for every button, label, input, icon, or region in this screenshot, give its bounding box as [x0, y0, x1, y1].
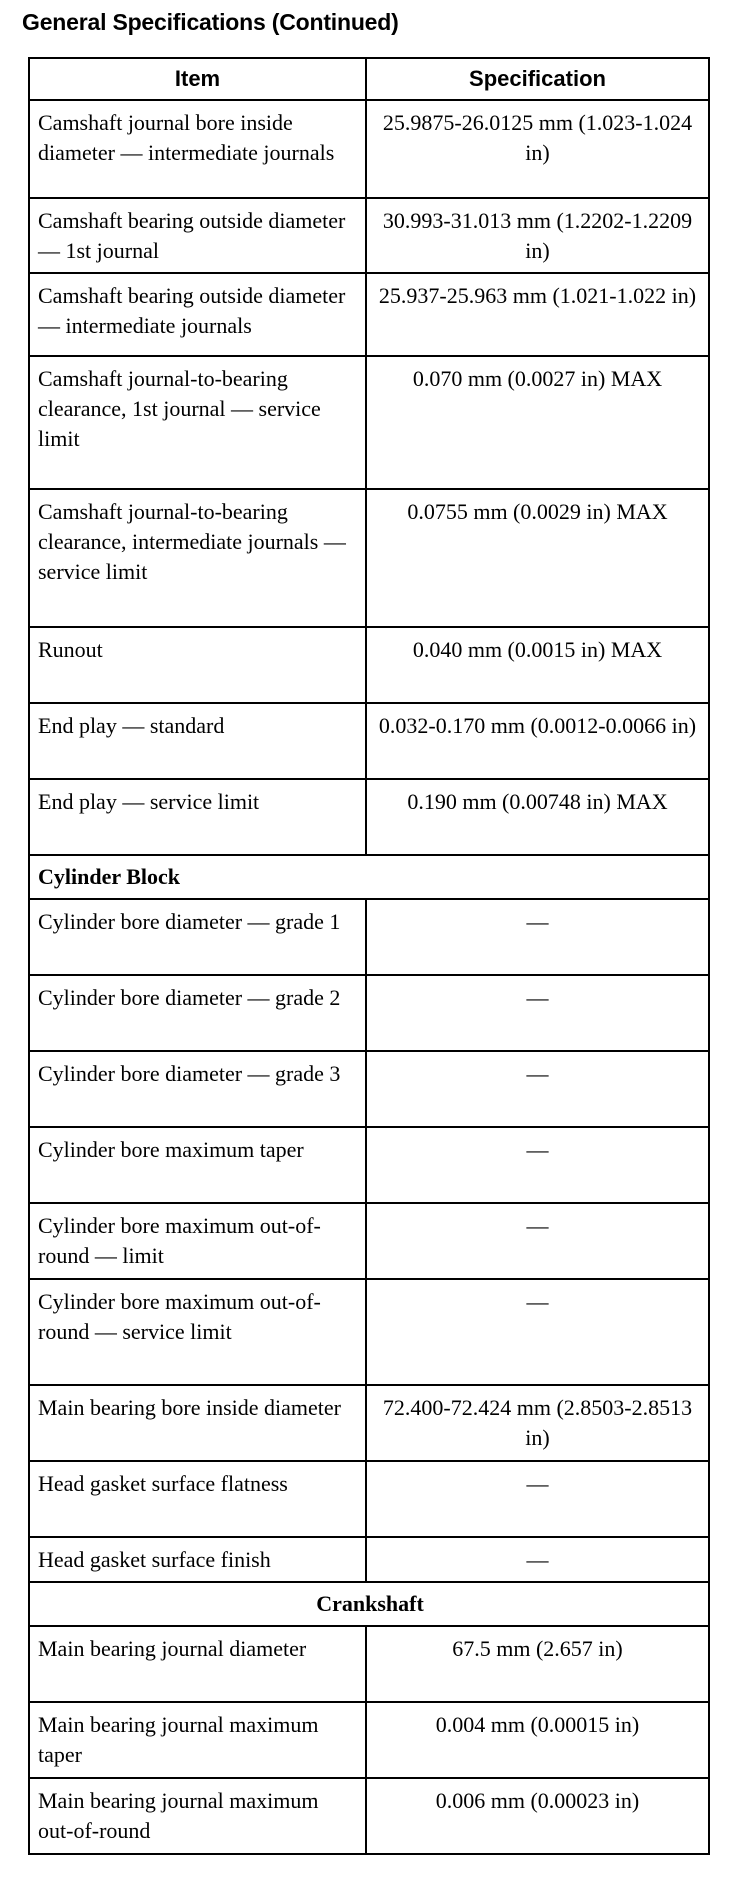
item-cell: Cylinder bore diameter — grade 1 — [29, 899, 366, 975]
table-row — [29, 975, 709, 1051]
table-row — [29, 899, 709, 975]
table-row — [29, 1051, 709, 1127]
item-cell: Runout — [29, 627, 366, 703]
page-title: General Specifications (Continued) — [22, 9, 399, 35]
table-row — [29, 100, 709, 198]
specification-cell: 0.190 mm (0.00748 in) MAX — [366, 779, 709, 855]
item-cell: Main bearing journal diameter — [29, 1626, 366, 1702]
item-cell: Camshaft journal bore inside diameter — intermediate journals — [29, 100, 366, 198]
specification-cell: 0.040 mm (0.0015 in) MAX — [366, 627, 709, 703]
table-row — [29, 356, 709, 489]
item-cell: Camshaft journal-to-bearing clearance, intermediate journals — service limit — [29, 489, 366, 627]
item-cell: Main bearing bore inside diameter — [29, 1385, 366, 1461]
column-header-specification: Specification — [366, 58, 709, 100]
specification-cell: 25.937-25.963 mm (1.021-1.022 in) — [366, 273, 709, 356]
table-row — [29, 273, 709, 356]
specification-cell: 25.9875-26.0125 mm (1.023-1.024 in) — [366, 100, 709, 198]
item-cell: Cylinder bore diameter — grade 2 — [29, 975, 366, 1051]
specification-cell: — — [366, 1461, 709, 1537]
item-cell: Main bearing journal maximum taper — [29, 1702, 366, 1778]
specification-cell: — — [366, 1051, 709, 1127]
specification-cell: — — [366, 899, 709, 975]
section-heading-cylinder-block: Cylinder Block — [29, 855, 709, 899]
specification-cell: — — [366, 1203, 709, 1279]
item-cell: End play — service limit — [29, 779, 366, 855]
table-row — [29, 703, 709, 779]
specification-cell: 0.070 mm (0.0027 in) MAX — [366, 356, 709, 489]
table-row — [29, 1127, 709, 1203]
item-cell: Cylinder bore maximum taper — [29, 1127, 366, 1203]
item-cell: Head gasket surface finish — [29, 1537, 366, 1582]
item-cell: Camshaft journal-to-bearing clearance, 1st journal — service limit — [29, 356, 366, 489]
specification-cell: — — [366, 1279, 709, 1385]
item-cell: Camshaft bearing outside diameter — 1st journal — [29, 198, 366, 273]
table-row — [29, 198, 709, 273]
specification-cell: 0.0755 mm (0.0029 in) MAX — [366, 489, 709, 627]
table-row — [29, 1385, 709, 1461]
specification-cell: 0.032-0.170 mm (0.0012-0.0066 in) — [366, 703, 709, 779]
item-cell: Head gasket surface flatness — [29, 1461, 366, 1537]
section-heading-crankshaft: Crankshaft — [29, 1582, 709, 1626]
item-cell: End play — standard — [29, 703, 366, 779]
item-cell: Main bearing journal maximum out-of-round — [29, 1778, 366, 1854]
section-row-crankshaft — [29, 1582, 709, 1626]
item-cell: Cylinder bore diameter — grade 3 — [29, 1051, 366, 1127]
table-row — [29, 489, 709, 627]
table-row — [29, 1702, 709, 1778]
specification-cell: — — [366, 1537, 709, 1582]
specification-cell: 67.5 mm (2.657 in) — [366, 1626, 709, 1702]
section-row-cylinder-block — [29, 855, 709, 899]
specifications-table — [28, 57, 710, 1855]
item-cell: Cylinder bore maximum out-of-round — service limit — [29, 1279, 366, 1385]
table-row — [29, 1203, 709, 1279]
column-header-item: Item — [29, 58, 366, 100]
table-row — [29, 779, 709, 855]
item-cell: Cylinder bore maximum out-of-round — limit — [29, 1203, 366, 1279]
table-row — [29, 627, 709, 703]
table-header-row — [29, 58, 709, 100]
specification-cell: — — [366, 1127, 709, 1203]
table-row — [29, 1537, 709, 1582]
specification-cell: — — [366, 975, 709, 1051]
specification-cell: 0.006 mm (0.00023 in) — [366, 1778, 709, 1854]
item-cell: Camshaft bearing outside diameter — intermediate journals — [29, 273, 366, 356]
table-row — [29, 1626, 709, 1702]
specification-cell: 30.993-31.013 mm (1.2202-1.2209 in) — [366, 198, 709, 273]
specification-cell: 0.004 mm (0.00015 in) — [366, 1702, 709, 1778]
table-row — [29, 1778, 709, 1854]
table-row — [29, 1279, 709, 1385]
table-row — [29, 1461, 709, 1537]
specification-cell: 72.400-72.424 mm (2.8503-2.8513 in) — [366, 1385, 709, 1461]
